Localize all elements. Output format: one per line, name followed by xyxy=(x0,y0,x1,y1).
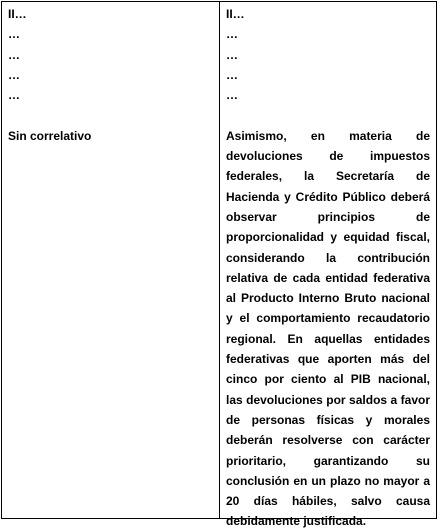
right-line-2: … xyxy=(226,27,238,42)
right-paragraph: Asimismo, en materia de devoluciones de impuestos federales, la Secretaría de Hacienda y Crédito Público deberá observar principios de proporcionalidad y equidad fiscal, considerando la contribución relativa de cada entidad federativa al Producto Interno Bruto nacional y el comportamiento recaudatorio regional. En aquellas entidades federativas que aporten más del cinco por ciento al PIB nacional, las devoluciones por saldos a favor de personas físicas y morales deberán resolverse con carácter prioritario, garantizando su conclusión en un plazo no mayor a 20 días hábiles, salvo causa debidamente justificada. xyxy=(226,128,430,529)
left-column xyxy=(2,2,220,518)
right-line-1: II… xyxy=(226,7,245,21)
left-line-4: … xyxy=(8,67,20,82)
right-line-5: … xyxy=(226,88,238,103)
left-line-1: II… xyxy=(8,7,27,21)
right-line-3: … xyxy=(226,47,238,62)
right-column xyxy=(220,2,436,529)
left-line-3: … xyxy=(8,47,20,62)
right-spacer xyxy=(226,105,430,125)
left-spacer xyxy=(8,105,213,125)
left-label: Sin correlativo xyxy=(8,128,92,143)
right-line-4: … xyxy=(226,67,238,82)
left-line-5: … xyxy=(8,88,20,103)
left-line-2: … xyxy=(8,27,20,42)
comparison-table xyxy=(1,1,437,529)
